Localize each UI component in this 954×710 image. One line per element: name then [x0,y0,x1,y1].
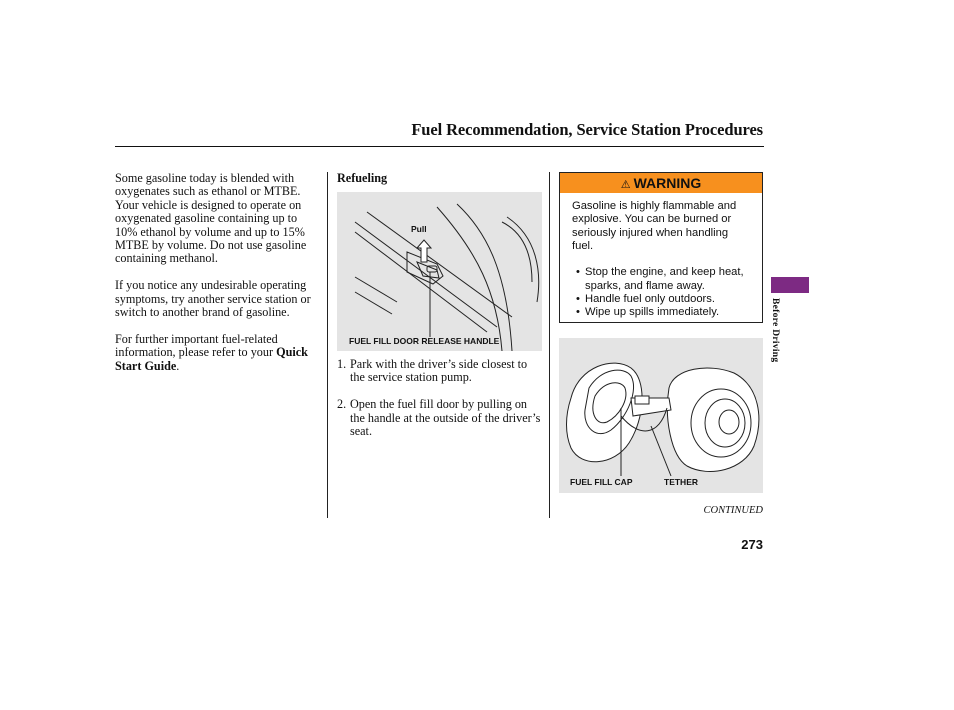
warning-item [572,306,752,319]
warning-item [572,266,752,293]
warning-box [559,172,763,323]
section-tab [771,277,809,293]
refueling-steps [337,358,542,452]
release-handle-illustration [337,192,542,351]
step-number: 1. [337,357,347,371]
warning-title: WARNING [633,175,702,191]
step-text: Park with the driver’s side closest to the service station pump. [350,357,528,385]
oxygenates-paragraph: Some gasoline today is blended with oxygenates such as ethanol or MTBE. Your vehicle is designed to operate on oxygenated gasoline containing up to 10% ethanol by volume and up to 15% MTBE by volume. Do not use gasoline containing methanol. [115,171,307,266]
bullet-icon: • [576,306,580,319]
page-number: 273 [741,537,763,552]
intro-column [115,172,320,386]
warning-item-text: Handle fuel only outdoors. [585,293,715,306]
warning-header [560,173,762,193]
column-divider-1 [327,172,328,518]
fuel-cap-illustration [559,338,763,493]
refueling-heading [337,172,542,185]
step-number: 2. [337,397,347,412]
page-title: Fuel Recommendation, Service Station Procedures [411,120,763,139]
column-divider-2 [549,172,550,518]
bullet-icon: • [576,293,580,306]
release-handle-figure [337,192,542,351]
continued-label: CONTINUED [703,505,763,516]
guide-paragraph [115,333,320,373]
section-tab-label: Before Driving [770,298,780,363]
fuel-cap-label: FUEL FILL CAP [570,477,633,487]
step-1 [337,358,542,385]
warning-triangle-icon: ⚠ [620,179,631,191]
step-text: Open the fuel fill door by pulling on the handle at the outside of the driver’s seat. [350,397,541,439]
warning-item-text: Wipe up spills immediately. [585,306,720,319]
refueling-title: Refueling [337,171,388,185]
release-handle-caption: FUEL FILL DOOR RELEASE HANDLE [349,336,500,346]
bullet-icon: • [576,266,580,279]
pull-label: Pull [411,224,427,234]
warning-item [572,293,752,306]
step-2 [337,398,542,438]
warning-body [560,193,762,320]
symptoms-paragraph: If you notice any undesirable operating symptoms, try another service station or switch to another brand of gasoline. [115,278,311,320]
guide-suffix: . [176,358,180,373]
warning-intro: Gasoline is highly flammable and explosive. You can be burned or seriously injured when handling fuel. [572,200,737,252]
warning-item-text: Stop the engine, and keep heat, sparks, and flame away. [585,266,744,292]
title-rule [115,146,764,147]
quick-start-guide-link: Quick Start Guide [115,345,308,373]
guide-text: For further important fuel-related information, please refer to your [115,331,278,360]
tether-label: TETHER [664,477,698,487]
fuel-cap-figure [559,338,763,493]
